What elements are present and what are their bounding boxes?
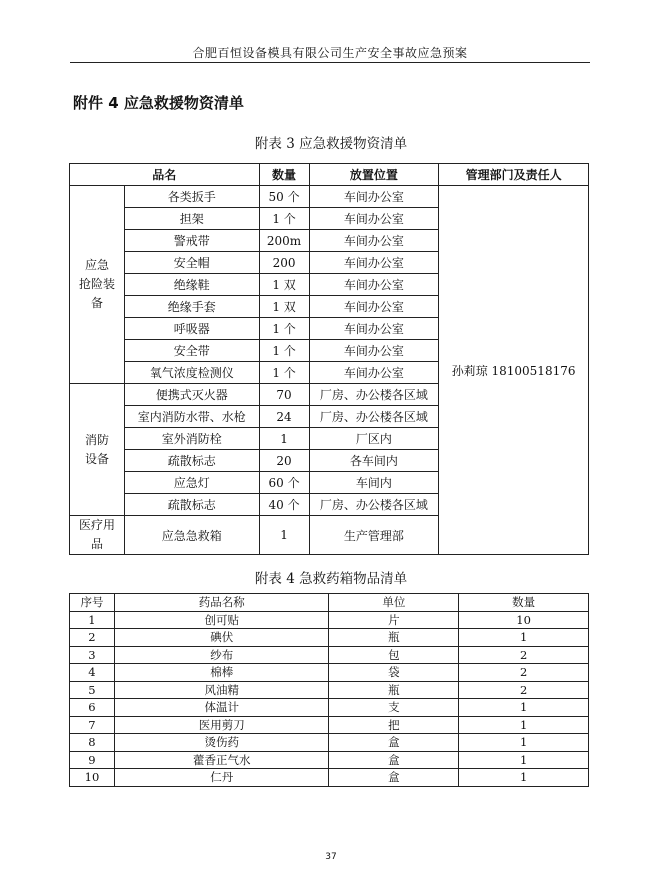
row-seq: 4 bbox=[70, 664, 115, 682]
responsible-person: 孙莉琼 18100518176 bbox=[439, 186, 589, 555]
item-name: 应急灯 bbox=[124, 472, 259, 494]
medicine-name: 仁丹 bbox=[114, 769, 329, 787]
header-count: 数量 bbox=[459, 594, 589, 612]
medicine-name: 纱布 bbox=[114, 646, 329, 664]
item-name: 疏散标志 bbox=[124, 450, 259, 472]
header-unit: 单位 bbox=[329, 594, 459, 612]
item-location: 车间办公室 bbox=[309, 274, 439, 296]
item-quantity: 40 个 bbox=[259, 494, 309, 516]
item-name: 警戒带 bbox=[124, 230, 259, 252]
item-name: 便携式灭火器 bbox=[124, 384, 259, 406]
item-location: 车间办公室 bbox=[309, 362, 439, 384]
item-name: 室内消防水带、水枪 bbox=[124, 406, 259, 428]
medicine-unit: 支 bbox=[329, 699, 459, 717]
table-row bbox=[70, 699, 589, 717]
header-location: 放置位置 bbox=[309, 164, 439, 186]
item-quantity: 24 bbox=[259, 406, 309, 428]
header-item-name: 品名 bbox=[70, 164, 260, 186]
medicine-count: 2 bbox=[459, 664, 589, 682]
item-location: 车间办公室 bbox=[309, 186, 439, 208]
medicine-name: 体温计 bbox=[114, 699, 329, 717]
table-row bbox=[70, 734, 589, 752]
item-location: 各车间内 bbox=[309, 450, 439, 472]
first-aid-kit-table bbox=[69, 593, 589, 787]
medicine-count: 2 bbox=[459, 646, 589, 664]
header-responsible: 管理部门及责任人 bbox=[439, 164, 589, 186]
item-quantity: 1 bbox=[259, 516, 309, 555]
category-cell: 医疗用 品 bbox=[70, 516, 125, 555]
item-quantity: 1 个 bbox=[259, 362, 309, 384]
item-quantity: 1 双 bbox=[259, 274, 309, 296]
header-seq: 序号 bbox=[70, 594, 115, 612]
item-name: 各类扳手 bbox=[124, 186, 259, 208]
row-seq: 6 bbox=[70, 699, 115, 717]
item-location: 车间办公室 bbox=[309, 208, 439, 230]
row-seq: 2 bbox=[70, 629, 115, 647]
row-seq: 8 bbox=[70, 734, 115, 752]
row-seq: 10 bbox=[70, 769, 115, 787]
table-row bbox=[70, 664, 589, 682]
item-quantity: 70 bbox=[259, 384, 309, 406]
item-quantity: 1 双 bbox=[259, 296, 309, 318]
medicine-count: 1 bbox=[459, 716, 589, 734]
medicine-count: 1 bbox=[459, 751, 589, 769]
item-name: 疏散标志 bbox=[124, 494, 259, 516]
item-location: 车间办公室 bbox=[309, 230, 439, 252]
item-location: 厂房、办公楼各区域 bbox=[309, 494, 439, 516]
medicine-count: 1 bbox=[459, 629, 589, 647]
medicine-count: 1 bbox=[459, 769, 589, 787]
emergency-supplies-table bbox=[69, 163, 589, 555]
table3-caption: 附表 3 应急救援物资清单 bbox=[254, 136, 408, 152]
row-seq: 9 bbox=[70, 751, 115, 769]
item-location: 厂区内 bbox=[309, 428, 439, 450]
item-quantity: 1 个 bbox=[259, 340, 309, 362]
medicine-name: 碘伏 bbox=[114, 629, 329, 647]
item-name: 安全帽 bbox=[124, 252, 259, 274]
table-row bbox=[70, 186, 589, 208]
medicine-count: 1 bbox=[459, 699, 589, 717]
item-quantity: 1 bbox=[259, 428, 309, 450]
table-row bbox=[70, 646, 589, 664]
table-row bbox=[70, 751, 589, 769]
medicine-unit: 袋 bbox=[329, 664, 459, 682]
item-name: 绝缘手套 bbox=[124, 296, 259, 318]
item-name: 应急急救箱 bbox=[124, 516, 259, 555]
medicine-unit: 把 bbox=[329, 716, 459, 734]
item-location: 车间办公室 bbox=[309, 252, 439, 274]
item-name: 绝缘鞋 bbox=[124, 274, 259, 296]
medicine-count: 1 bbox=[459, 734, 589, 752]
category-cell: 消防 设备 bbox=[70, 384, 125, 516]
medicine-unit: 盒 bbox=[329, 734, 459, 752]
item-quantity: 50 个 bbox=[259, 186, 309, 208]
medicine-count: 10 bbox=[459, 611, 589, 629]
medicine-name: 烫伤药 bbox=[114, 734, 329, 752]
item-location: 车间内 bbox=[309, 472, 439, 494]
section-title: 附件 4 应急救援物资清单 bbox=[73, 94, 244, 112]
table-row bbox=[70, 629, 589, 647]
item-name: 氧气浓度检测仪 bbox=[124, 362, 259, 384]
table4-header-row bbox=[70, 594, 589, 612]
item-location: 车间办公室 bbox=[309, 318, 439, 340]
medicine-name: 创可贴 bbox=[114, 611, 329, 629]
item-quantity: 20 bbox=[259, 450, 309, 472]
row-seq: 3 bbox=[70, 646, 115, 664]
medicine-unit: 片 bbox=[329, 611, 459, 629]
item-location: 厂房、办公楼各区域 bbox=[309, 406, 439, 428]
table4-caption: 附表 4 急救药箱物品清单 bbox=[254, 571, 408, 587]
item-quantity: 1 个 bbox=[259, 208, 309, 230]
item-location: 车间办公室 bbox=[309, 296, 439, 318]
table-row bbox=[70, 611, 589, 629]
table3-header-row bbox=[70, 164, 589, 186]
item-location: 车间办公室 bbox=[309, 340, 439, 362]
item-name: 安全带 bbox=[124, 340, 259, 362]
medicine-count: 2 bbox=[459, 681, 589, 699]
header-quantity: 数量 bbox=[259, 164, 309, 186]
table-row bbox=[70, 681, 589, 699]
table-row bbox=[70, 716, 589, 734]
page-number: 37 bbox=[325, 852, 337, 862]
item-location: 生产管理部 bbox=[309, 516, 439, 555]
medicine-name: 藿香正气水 bbox=[114, 751, 329, 769]
header-rule bbox=[70, 62, 590, 63]
header-medicine-name: 药品名称 bbox=[114, 594, 329, 612]
medicine-unit: 盒 bbox=[329, 751, 459, 769]
table-row bbox=[70, 769, 589, 787]
item-quantity: 1 个 bbox=[259, 318, 309, 340]
medicine-unit: 瓶 bbox=[329, 681, 459, 699]
page-header: 合肥百恒设备模具有限公司生产安全事故应急预案 bbox=[192, 46, 468, 60]
item-name: 呼吸器 bbox=[124, 318, 259, 340]
medicine-unit: 瓶 bbox=[329, 629, 459, 647]
medicine-name: 医用剪刀 bbox=[114, 716, 329, 734]
item-quantity: 200 bbox=[259, 252, 309, 274]
medicine-unit: 盒 bbox=[329, 769, 459, 787]
item-name: 担架 bbox=[124, 208, 259, 230]
medicine-unit: 包 bbox=[329, 646, 459, 664]
row-seq: 7 bbox=[70, 716, 115, 734]
item-quantity: 200m bbox=[259, 230, 309, 252]
row-seq: 1 bbox=[70, 611, 115, 629]
item-location: 厂房、办公楼各区域 bbox=[309, 384, 439, 406]
category-cell: 应急 抢险装 备 bbox=[70, 186, 125, 384]
medicine-name: 风油精 bbox=[114, 681, 329, 699]
item-quantity: 60 个 bbox=[259, 472, 309, 494]
medicine-name: 棉棒 bbox=[114, 664, 329, 682]
row-seq: 5 bbox=[70, 681, 115, 699]
item-name: 室外消防栓 bbox=[124, 428, 259, 450]
